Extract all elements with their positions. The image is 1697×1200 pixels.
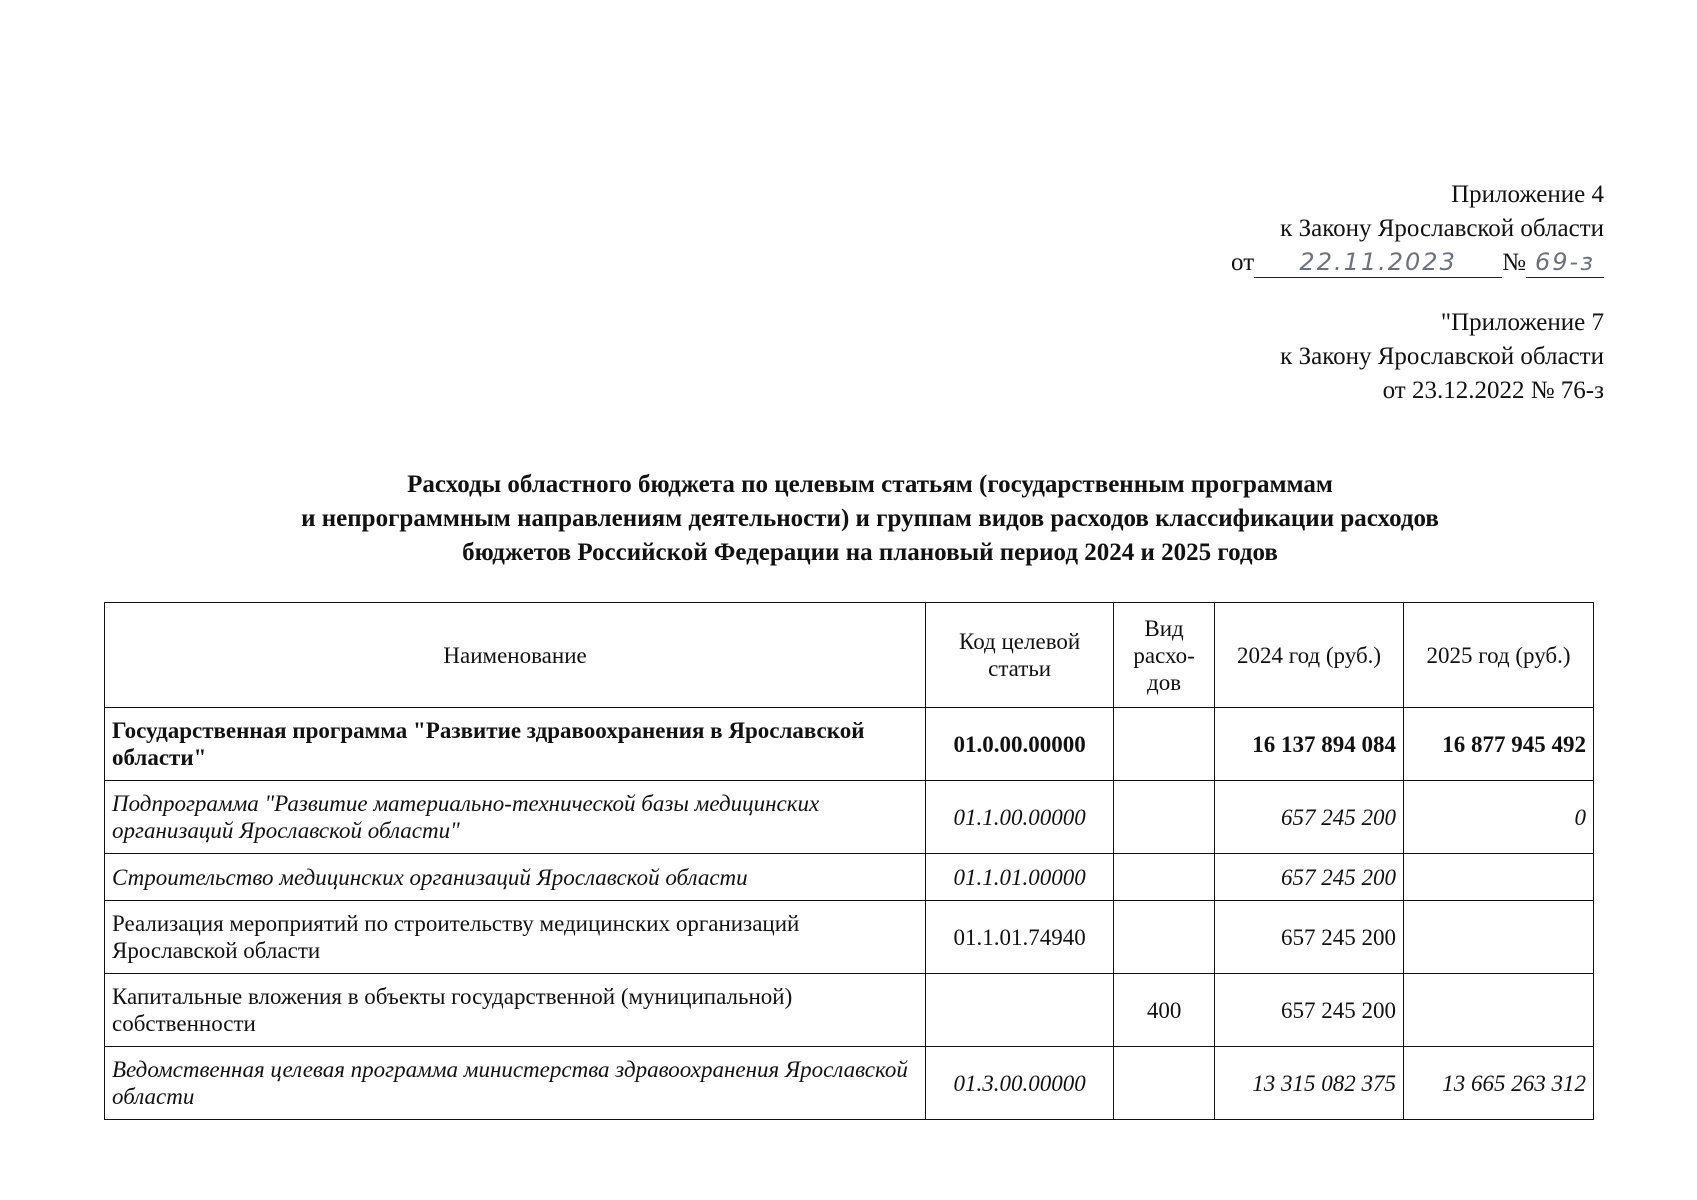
budget-table (104, 602, 1594, 1120)
cell-code: 01.1.01.74940 (926, 901, 1114, 974)
header-kind: Вид расхо- дов (1114, 603, 1215, 708)
cell-2024: 657 245 200 (1215, 854, 1404, 901)
cell-kind (1114, 854, 1215, 901)
cell-2025 (1404, 974, 1594, 1047)
cell-2025 (1404, 854, 1594, 901)
table-row (105, 974, 1594, 1047)
cell-2024: 657 245 200 (1215, 901, 1404, 974)
cell-kind (1114, 1047, 1215, 1120)
annex-law-reference: к Закону Ярославской области (1280, 215, 1604, 242)
title-line-1: Расходы областного бюджета по целевым статьям (государственным программам (407, 471, 1333, 498)
cell-name: Капитальные вложения в объекты государственной (муниципальной) собственности (105, 974, 926, 1047)
cell-code: 01.1.01.00000 (926, 854, 1114, 901)
cell-name: Ведомственная целевая программа министерства здравоохранения Ярославской области (105, 1047, 926, 1120)
handwritten-number: 69-з (1526, 247, 1604, 278)
document-title (120, 468, 1620, 570)
number-label: № (1502, 249, 1526, 276)
cell-name: Реализация мероприятий по строительству медицинских организаций Ярославской области (105, 901, 926, 974)
header-code: Код целевой статьи (926, 603, 1114, 708)
cell-kind (1114, 708, 1215, 781)
table-header-row (105, 603, 1594, 708)
header-2025: 2025 год (руб.) (1404, 603, 1594, 708)
cell-kind (1114, 781, 1215, 854)
handwritten-date: 22.11.2023 (1254, 247, 1502, 278)
cell-name: Подпрограмма "Развитие материально-технической базы медицинских организаций Ярославской области" (105, 781, 926, 854)
header-name: Наименование (105, 603, 926, 708)
cell-kind: 400 (1114, 974, 1215, 1047)
cell-name: Государственная программа "Развитие здравоохранения в Ярославской области" (105, 708, 926, 781)
annex-date-number-line (1231, 246, 1604, 280)
original-annex-law-reference: к Закону Ярославской области (1280, 343, 1604, 370)
cell-2025: 0 (1404, 781, 1594, 854)
header-2024: 2024 год (руб.) (1215, 603, 1404, 708)
original-annex-date-number: от 23.12.2022 № 76-з (1382, 377, 1604, 404)
table-row (105, 854, 1594, 901)
original-annex-title: "Приложение 7 (1440, 309, 1604, 336)
cell-code: 01.1.00.00000 (926, 781, 1114, 854)
annex-header-current (1231, 178, 1604, 280)
cell-2024: 13 315 082 375 (1215, 1047, 1404, 1120)
cell-code: 01.3.00.00000 (926, 1047, 1114, 1120)
cell-kind (1114, 901, 1215, 974)
table-row (105, 901, 1594, 974)
cell-2024: 657 245 200 (1215, 781, 1404, 854)
from-label: от (1231, 249, 1255, 276)
cell-name: Строительство медицинских организаций Ярославской области (105, 854, 926, 901)
annex-title: Приложение 4 (1451, 181, 1604, 208)
cell-code (926, 974, 1114, 1047)
title-line-3: бюджетов Российской Федерации на плановый период 2024 и 2025 годов (462, 539, 1278, 566)
cell-2025 (1404, 901, 1594, 974)
annex-header-original (1280, 306, 1604, 408)
cell-2025: 16 877 945 492 (1404, 708, 1594, 781)
table-row (105, 708, 1594, 781)
cell-2025: 13 665 263 312 (1404, 1047, 1594, 1120)
title-line-2: и непрограммным направлениям деятельности) и группам видов расходов классификации расходов (301, 505, 1439, 532)
cell-2024: 657 245 200 (1215, 974, 1404, 1047)
table-row (105, 781, 1594, 854)
cell-code: 01.0.00.00000 (926, 708, 1114, 781)
table-row (105, 1047, 1594, 1120)
cell-2024: 16 137 894 084 (1215, 708, 1404, 781)
